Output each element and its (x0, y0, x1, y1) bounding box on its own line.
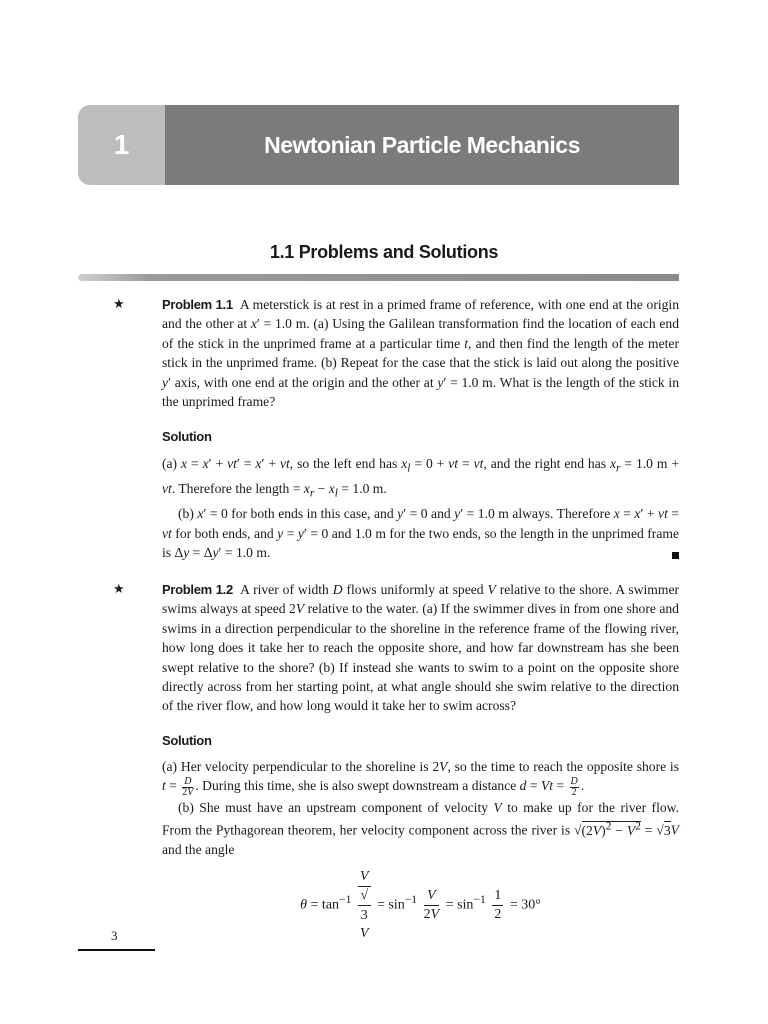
problem-label: Problem 1.2 (162, 582, 233, 597)
solution-heading: Solution (162, 429, 212, 444)
section-title: 1.1 Problems and Solutions (269, 242, 499, 262)
chapter-title: Newtonian Particle Mechanics (165, 105, 679, 185)
difficulty-star-icon: ★ (113, 296, 125, 311)
problem-1-1-text: Problem 1.1 A meterstick is at rest in a primed frame of reference, with one end at the origin and the other at x′ = 1.0 m. (a) Using the Galilean transformation find the location of each end of the stick in the unprimed frame at a particular time t, and then find the length of the meter stick in the unprimed frame. (b) Repeat for the case that the stick is laid out along the positive y′ axis, with one end at the origin and the other at y′ = 1.0 m. What is the length of the stick in the unprimed frame? (162, 297, 679, 410)
solution-1-2-text: (a) Her velocity perpendicular to the shoreline is 2V, so the time to reach the opposite shore is t = $\frac{D}{2V}$ . During this time, she is also swept downstream a distance d = Vt = $\frac{D}{2}$ . (b) She must have an upstream component of velocity V to make up for the river flow. From the Pythagorean theorem, her velocity component across the river is $√(2V)^2 - V^2 = √3V$ and the angle (162, 759, 679, 858)
chapter-banner (78, 105, 679, 185)
solution-1-1-text: (a) x = x′ + vt′ = x′ + vt, so the left end has $x_l = 0$ + vt = vt, and the right end has $x_r = 1.0$ m + vt. Therefore the length = $x_r - x_l = 1.0$ m. (b) x′ = 0 for both ends in this case, and y′ = 0 and y′ = 1.0 m always. Therefore x = x′ + vt = vt for both ends, and y = y′ = 0 and 1.0 m for the two ends, so the length in the unprimed frame is Δy = Δy′ = 1.0 m. (162, 456, 680, 561)
angle-equation: $\theta = \tan^{-1}$ V √ 3 V = $\sin^{-1}$ $\frac{V}{2V}$ = $\sin^{-1}$ $\frac{1}{2}$ = 30° (300, 869, 541, 941)
solution-heading: Solution (162, 733, 212, 748)
footer-rule (78, 949, 155, 951)
problem-1-2-text: Problem 1.2 A river of width D flows uniformly at speed V relative to the shore. A swimmer swims always at speed 2V relative to the water. (a) If the swimmer dives in from one shore and swims in a direction perpendicular to the shoreline in the reference frame of the flowing river, how long does it take her to reach the opposite shore, and how far downstream has she been swept relative to the shore? (b) If instead she wants to swim to a point on the opposite shore directly across from her starting point, at what angle should she swim relative to the direction of the river flow, and how long would it take her to swim across? (162, 582, 679, 714)
section-rule (78, 274, 679, 281)
chapter-number: 1 (78, 105, 165, 185)
difficulty-star-icon: ★ (113, 581, 125, 596)
problem-label: Problem 1.1 (162, 297, 233, 312)
page-number: 3 (111, 928, 118, 943)
end-of-proof-icon (672, 552, 679, 559)
